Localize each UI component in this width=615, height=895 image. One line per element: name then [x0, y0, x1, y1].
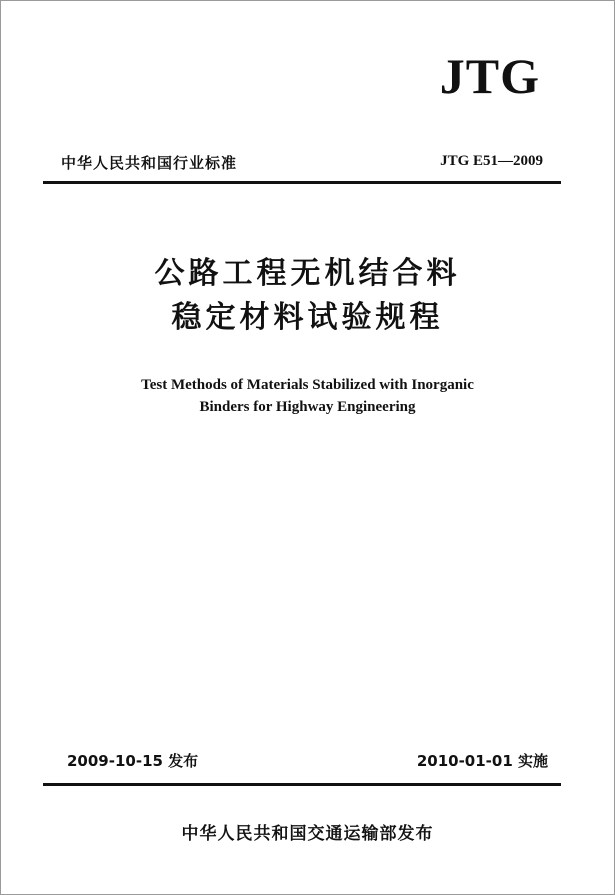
issuing-authority: 中华人民共和国交通运输部发布	[181, 824, 434, 844]
chinese-title	[1, 252, 614, 340]
english-title-line-1: Test Methods of Materials Stabilized with Inorganic	[141, 377, 474, 393]
jtg-logo: JTG	[439, 48, 540, 104]
bottom-divider	[43, 783, 561, 786]
standard-code: JTG E51—2009	[440, 153, 543, 169]
chinese-title-line-2: 稳定材料试验规程	[171, 300, 444, 335]
english-title-line-2: Binders for Highway Engineering	[199, 399, 416, 415]
issue-date: 2009-10-15 发布	[67, 752, 199, 770]
english-title	[1, 374, 614, 418]
effective-date: 2010-01-01 实施	[416, 752, 548, 770]
chinese-title-line-1: 公路工程无机结合料	[154, 256, 461, 291]
standard-category: 中华人民共和国行业标准	[61, 154, 238, 172]
top-divider	[43, 181, 561, 184]
